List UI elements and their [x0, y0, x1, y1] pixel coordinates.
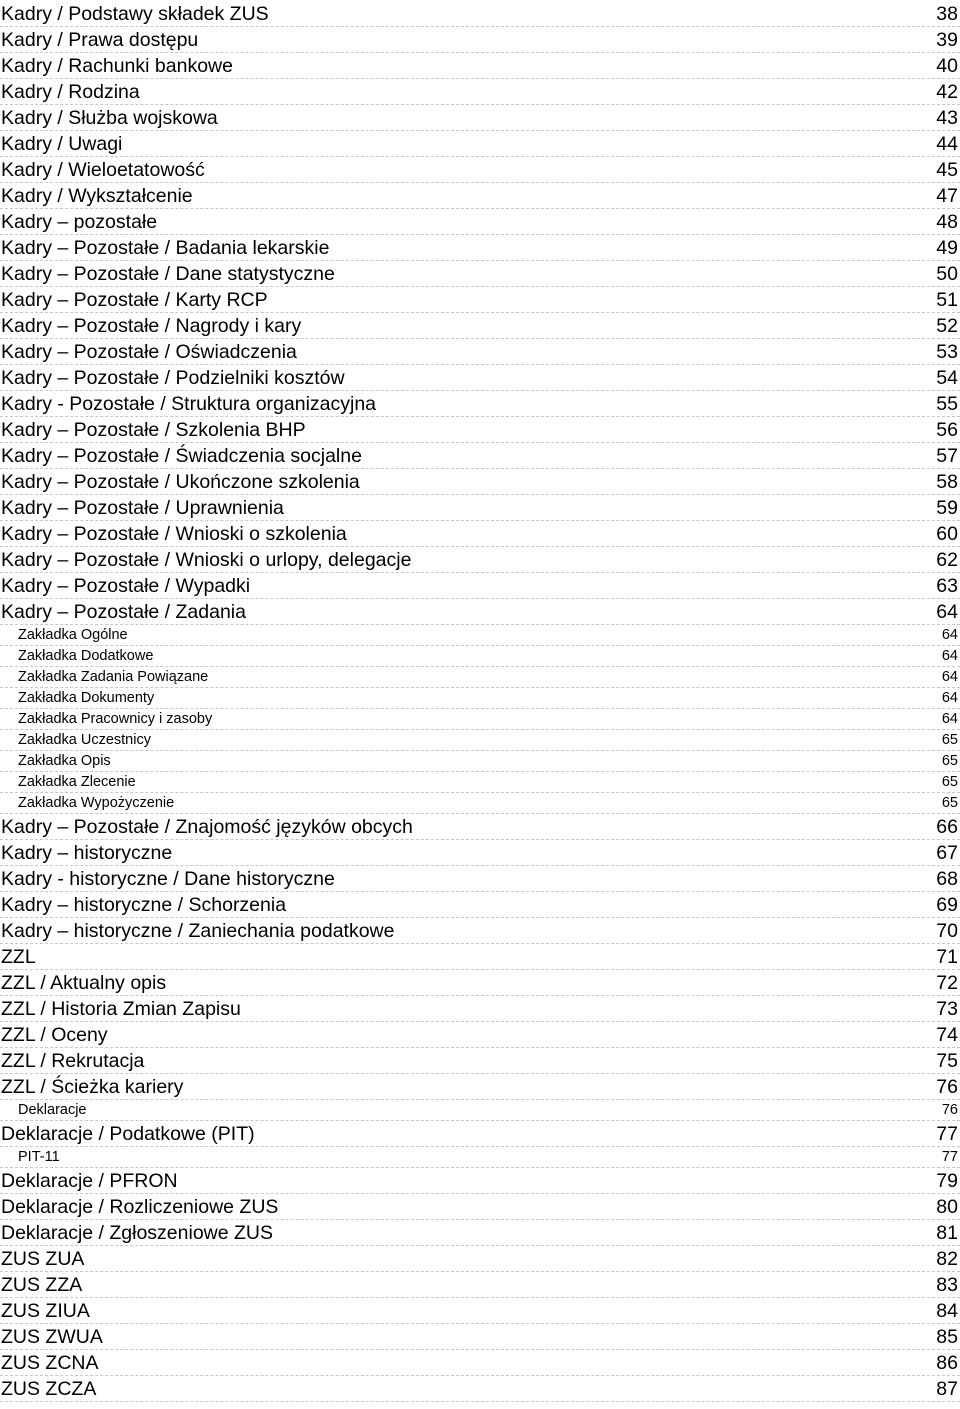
toc-entry[interactable]: [0, 1272, 960, 1298]
toc-entry[interactable]: [0, 313, 960, 339]
toc-page-number: 59: [936, 497, 958, 519]
toc-page-number: 76: [941, 1102, 958, 1118]
toc-page-number: 77: [936, 1123, 958, 1145]
toc-page-number: 65: [941, 753, 958, 769]
toc-page-number: 57: [936, 445, 958, 467]
toc-entry[interactable]: [0, 105, 960, 131]
toc-entry[interactable]: [0, 547, 960, 573]
toc-entry-title: Kadry - historyczne / Dane historyczne: [1, 868, 335, 890]
toc-entry-title: Kadry / Uwagi: [1, 133, 123, 155]
toc-entry-title: Kadry – Pozostałe / Badania lekarskie: [1, 237, 330, 259]
toc-subentry[interactable]: [0, 667, 960, 688]
toc-page-number: 71: [936, 946, 958, 968]
toc-page-number: 42: [936, 81, 958, 103]
toc-entry-title: Kadry – historyczne / Schorzenia: [1, 894, 287, 916]
toc-entry-title: Kadry / Rachunki bankowe: [1, 55, 233, 77]
toc-subentry[interactable]: [0, 625, 960, 646]
toc-page-number: 83: [936, 1274, 958, 1296]
toc-entry-title: ZZL / Oceny: [1, 1024, 108, 1046]
toc-page-number: 85: [936, 1326, 958, 1348]
toc-subentry[interactable]: [0, 793, 960, 814]
toc-page-number: 82: [936, 1248, 958, 1270]
toc-entry[interactable]: [0, 944, 960, 970]
toc-entry[interactable]: [0, 1350, 960, 1376]
toc-entry-title: Zakładka Pracownicy i zasoby: [18, 711, 213, 727]
toc-entry[interactable]: [0, 53, 960, 79]
toc-entry-title: Zakładka Dodatkowe: [18, 648, 154, 664]
toc-entry[interactable]: [0, 1324, 960, 1350]
toc-entry-title: ZZL / Ścieżka kariery: [1, 1076, 184, 1098]
toc-page-number: 54: [936, 367, 958, 389]
toc-page-number: 77: [941, 1149, 958, 1165]
toc-entry[interactable]: [0, 1298, 960, 1324]
toc-entry-title: Zakładka Uczestnicy: [18, 732, 151, 748]
toc-entry[interactable]: [0, 131, 960, 157]
toc-entry-title: Kadry – Pozostałe / Świadczenia socjalne: [1, 445, 362, 467]
toc-entry-title: ZUS ZCNA: [1, 1352, 99, 1374]
toc-subentry[interactable]: [0, 1100, 960, 1121]
toc-entry-title: Kadry – historyczne: [1, 842, 173, 864]
toc-page-number: 43: [936, 107, 958, 129]
toc-page-number: 64: [941, 648, 958, 664]
toc-entry-title: Kadry / Służba wojskowa: [1, 107, 218, 129]
toc-entry[interactable]: [0, 183, 960, 209]
toc-page-number: 48: [936, 211, 958, 233]
toc-entry-title: ZUS ZUA: [1, 1248, 85, 1270]
toc-subentry[interactable]: [0, 772, 960, 793]
toc-page-number: 63: [936, 575, 958, 597]
toc-page-number: 60: [936, 523, 958, 545]
toc-entry-title: Kadry – Pozostałe / Wnioski o urlopy, delegacje: [1, 549, 412, 571]
toc-entry-title: Kadry – Pozostałe / Oświadczenia: [1, 341, 297, 363]
toc-entry-title: ZZL / Historia Zmian Zapisu: [1, 998, 241, 1020]
toc-entry-title: Kadry – pozostałe: [1, 211, 158, 233]
toc-entry-title: Zakładka Dokumenty: [18, 690, 155, 706]
toc-entry-title: ZUS ZCZA: [1, 1378, 97, 1400]
toc-entry-title: ZUS ZWUA: [1, 1326, 103, 1348]
toc-entry-title: Kadry – Pozostałe / Ukończone szkolenia: [1, 471, 360, 493]
toc-page-number: 44: [936, 133, 958, 155]
toc-page-number: 56: [936, 419, 958, 441]
toc-entry-title: Kadry – Pozostałe / Zadania: [1, 601, 246, 623]
toc-entry-title: Kadry – Pozostałe / Wnioski o szkolenia: [1, 523, 347, 545]
toc-page-number: 65: [941, 795, 958, 811]
toc-entry[interactable]: [0, 79, 960, 105]
toc-entry[interactable]: [0, 391, 960, 417]
toc-page-number: 52: [936, 315, 958, 337]
toc-subentry[interactable]: [0, 1147, 960, 1168]
toc-page-number: 66: [936, 816, 958, 838]
toc-entry-title: Kadry / Rodzina: [1, 81, 140, 103]
toc-subentry[interactable]: [0, 709, 960, 730]
toc-entry[interactable]: [0, 261, 960, 287]
toc-page-number: 79: [936, 1170, 958, 1192]
toc-page-number: 49: [936, 237, 958, 259]
toc-page-number: 84: [936, 1300, 958, 1322]
toc-entry-title: Kadry - Pozostałe / Struktura organizacyjna: [1, 393, 377, 415]
toc-entry[interactable]: [0, 157, 960, 183]
toc-entry-title: Kadry / Wieloetatowość: [1, 159, 205, 181]
toc-entry-title: ZZL / Aktualny opis: [1, 972, 167, 994]
toc-entry[interactable]: [0, 521, 960, 547]
toc-subentry[interactable]: [0, 646, 960, 667]
toc-entry[interactable]: [0, 573, 960, 599]
toc-page-number: 80: [936, 1196, 958, 1218]
toc-subentry[interactable]: [0, 688, 960, 709]
toc-page-number: 55: [936, 393, 958, 415]
toc-entry[interactable]: [0, 918, 960, 944]
toc-entry-title: Kadry – historyczne / Zaniechania podatkowe: [1, 920, 395, 942]
toc-entry-title: Kadry – Pozostałe / Podzielniki kosztów: [1, 367, 345, 389]
toc-page-number: 65: [941, 774, 958, 790]
toc-entry[interactable]: [0, 1246, 960, 1272]
toc-entry[interactable]: [0, 417, 960, 443]
toc-entry[interactable]: [0, 1194, 960, 1220]
toc-entry[interactable]: [0, 1121, 960, 1147]
toc-entry-title: Deklaracje / Rozliczeniowe ZUS: [1, 1196, 279, 1218]
toc-page-number: 72: [936, 972, 958, 994]
toc-entry[interactable]: [0, 866, 960, 892]
toc-entry-title: ZZL / Rekrutacja: [1, 1050, 145, 1072]
toc-entry[interactable]: [0, 27, 960, 53]
toc-entry-title: Zakładka Ogólne: [18, 627, 128, 643]
toc-entry-title: ZZL: [1, 946, 36, 968]
toc-page-number: 69: [936, 894, 958, 916]
toc-entry-title: Kadry / Wykształcenie: [1, 185, 193, 207]
toc-entry[interactable]: [0, 996, 960, 1022]
toc-entry-title: Kadry / Podstawy składek ZUS: [1, 3, 269, 25]
toc-entry-title: Kadry – Pozostałe / Nagrody i kary: [1, 315, 302, 337]
toc-entry-title: Kadry / Prawa dostępu: [1, 29, 199, 51]
toc-page-number: 68: [936, 868, 958, 890]
toc-subentry[interactable]: [0, 751, 960, 772]
toc-page-number: 75: [936, 1050, 958, 1072]
toc-page-number: 81: [936, 1222, 958, 1244]
toc-page-number: 62: [936, 549, 958, 571]
toc-subentry[interactable]: [0, 730, 960, 751]
toc-entry[interactable]: [0, 1168, 960, 1194]
toc-entry-title: Kadry – Pozostałe / Znajomość języków obcych: [1, 816, 413, 838]
toc-entry-title: Kadry – Pozostałe / Dane statystyczne: [1, 263, 335, 285]
toc-entry-title: Deklaracje / Zgłoszeniowe ZUS: [1, 1222, 274, 1244]
toc-entry-title: Zakładka Wypożyczenie: [18, 795, 175, 811]
toc-entry-title: Deklaracje / PFRON: [1, 1170, 178, 1192]
toc-page-number: 45: [936, 159, 958, 181]
toc-page-number: 76: [936, 1076, 958, 1098]
toc-entry-title: Kadry – Pozostałe / Szkolenia BHP: [1, 419, 306, 441]
toc-page-number: 51: [936, 289, 958, 311]
toc-entry[interactable]: [0, 287, 960, 313]
toc-entry-title: Zakładka Zadania Powiązane: [18, 669, 209, 685]
toc-entry[interactable]: [0, 235, 960, 261]
toc-page-number: 87: [936, 1378, 958, 1400]
toc-page-number: 47: [936, 185, 958, 207]
toc-page-number: 64: [941, 711, 958, 727]
toc-entry[interactable]: [0, 1048, 960, 1074]
toc-entry-title: Deklaracje / Podatkowe (PIT): [1, 1123, 255, 1145]
toc-entry[interactable]: [0, 599, 960, 625]
toc-page-number: 50: [936, 263, 958, 285]
toc-page-number: 73: [936, 998, 958, 1020]
toc-entry-title: Zakładka Opis: [18, 753, 111, 769]
toc-entry-title: PIT-11: [18, 1149, 60, 1165]
toc-entry[interactable]: [0, 469, 960, 495]
toc-page-number: 70: [936, 920, 958, 942]
toc-page-number: 53: [936, 341, 958, 363]
toc-entry-title: ZUS ZZA: [1, 1274, 83, 1296]
toc-entry[interactable]: [0, 339, 960, 365]
toc-entry-title: Kadry – Pozostałe / Karty RCP: [1, 289, 268, 311]
toc-page-number: 64: [941, 627, 958, 643]
toc-page-number: 58: [936, 471, 958, 493]
toc-entry[interactable]: [0, 840, 960, 866]
toc-page-number: 64: [936, 601, 958, 623]
toc-page-number: 38: [936, 3, 958, 25]
toc-entry-title: ZUS ZIUA: [1, 1300, 90, 1322]
toc-entry[interactable]: [0, 814, 960, 840]
toc-page-number: 64: [941, 690, 958, 706]
toc-page-number: 64: [941, 669, 958, 685]
toc-entry[interactable]: [0, 209, 960, 235]
toc-entry[interactable]: [0, 443, 960, 469]
toc-entry[interactable]: [0, 892, 960, 918]
toc-entry[interactable]: [0, 365, 960, 391]
toc-page-number: 74: [936, 1024, 958, 1046]
toc-page-number: 39: [936, 29, 958, 51]
toc-entry[interactable]: [0, 495, 960, 521]
toc-entry[interactable]: [0, 1, 960, 27]
toc-page-number: 67: [936, 842, 958, 864]
toc-page-number: 40: [936, 55, 958, 77]
toc-entry[interactable]: [0, 1074, 960, 1100]
toc-page-number: 86: [936, 1352, 958, 1374]
toc-entry[interactable]: [0, 1376, 960, 1402]
toc-entry-title: Deklaracje: [18, 1102, 87, 1118]
toc-entry-title: Zakładka Zlecenie: [18, 774, 136, 790]
toc-entry-title: Kadry – Pozostałe / Wypadki: [1, 575, 251, 597]
toc-page-number: 65: [941, 732, 958, 748]
toc-entry-title: Kadry – Pozostałe / Uprawnienia: [1, 497, 284, 519]
toc-entry[interactable]: [0, 970, 960, 996]
toc-entry[interactable]: [0, 1022, 960, 1048]
toc-entry[interactable]: [0, 1220, 960, 1246]
